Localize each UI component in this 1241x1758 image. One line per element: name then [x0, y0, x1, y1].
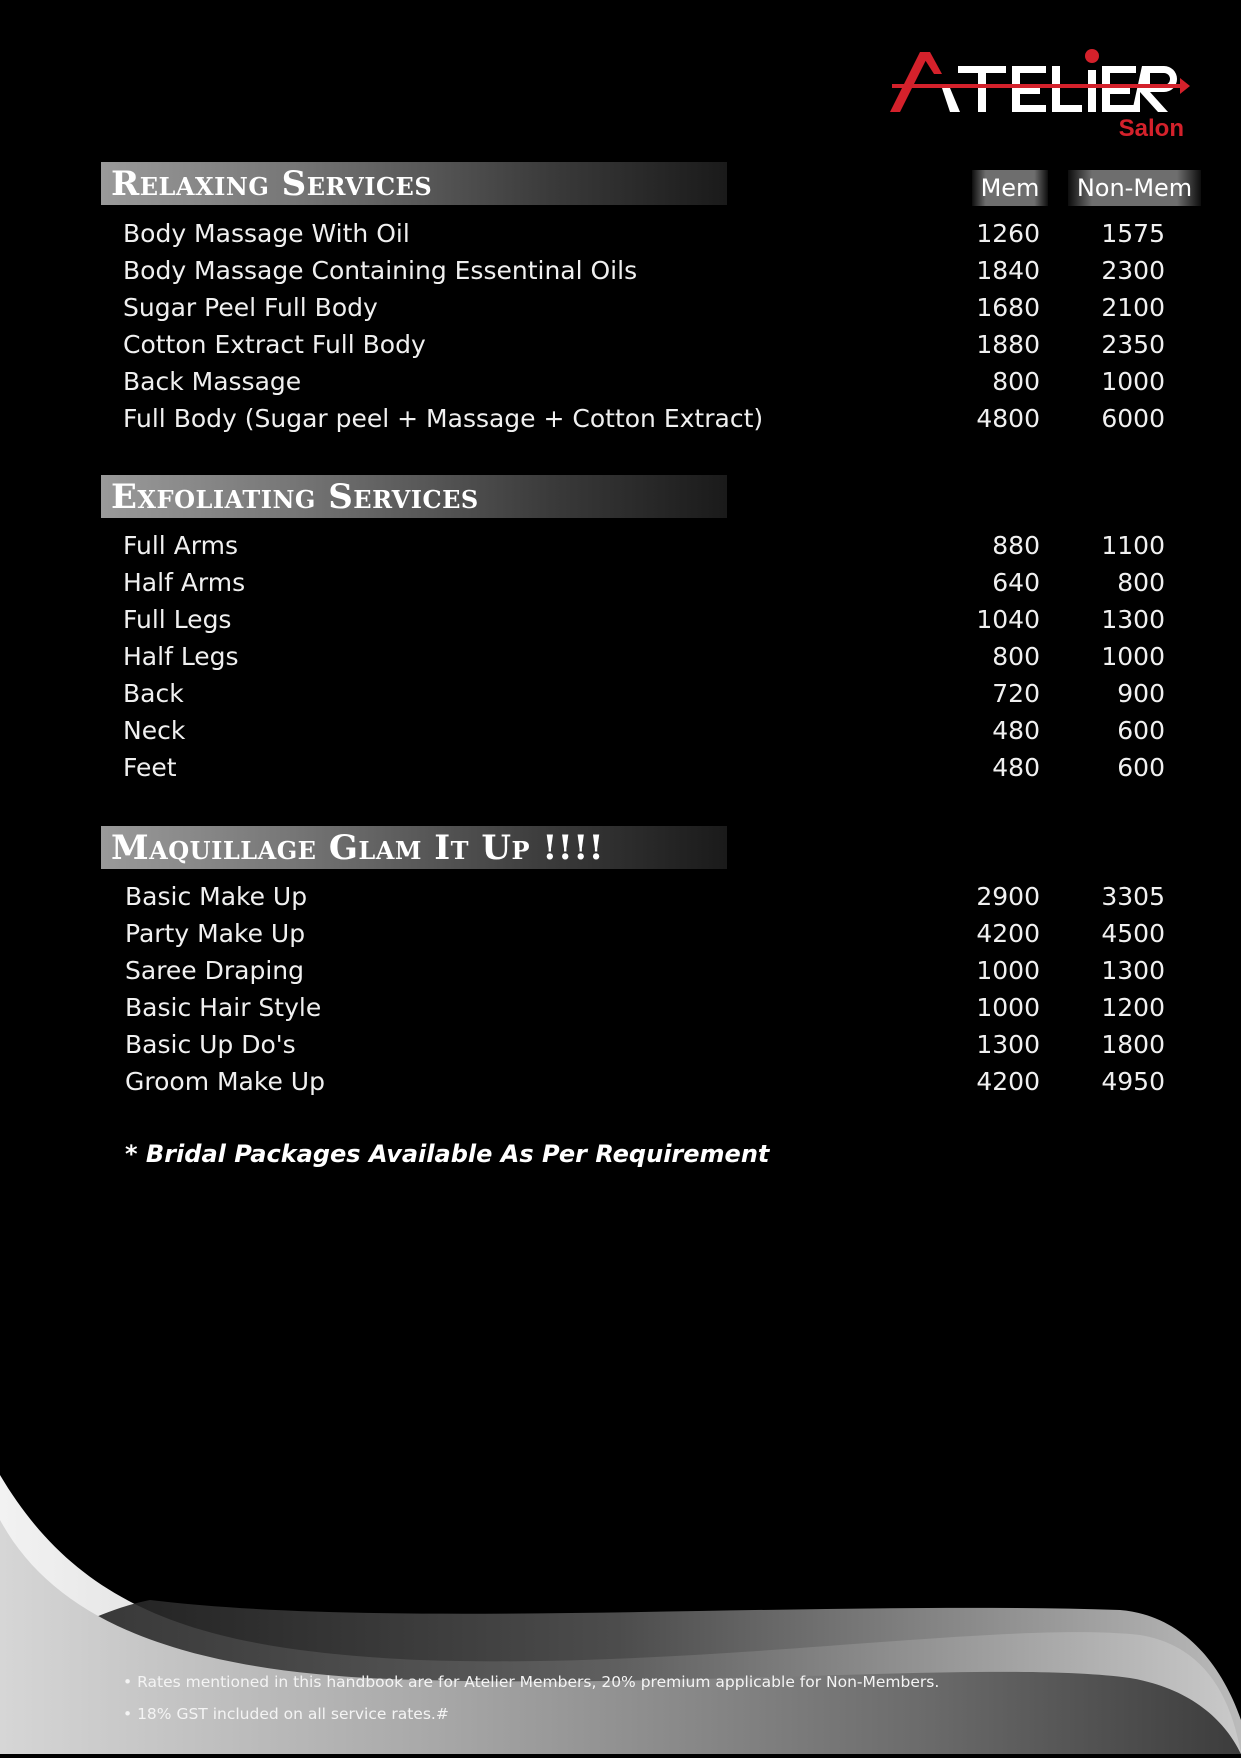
service-row: [0, 712, 1241, 749]
service-row: [0, 564, 1241, 601]
price-mem: 4200: [976, 919, 1040, 948]
service-row: [0, 1063, 1241, 1100]
price-non-mem: 2100: [1101, 293, 1165, 322]
price-non-mem: 1300: [1101, 956, 1165, 985]
price-mem: 1680: [976, 293, 1040, 322]
service-name: Body Massage With Oil: [123, 219, 410, 248]
logo-salon-text: Salon: [1118, 115, 1184, 142]
service-name: Body Massage Containing Essentinal Oils: [123, 256, 638, 285]
price-mem: 4800: [976, 404, 1040, 433]
price-mem: 1880: [976, 330, 1040, 359]
service-row: [0, 675, 1241, 712]
price-mem: 480: [992, 716, 1040, 745]
price-non-mem: 1200: [1101, 993, 1165, 1022]
price-non-mem: 800: [1117, 568, 1165, 597]
service-name: Basic Hair Style: [125, 993, 322, 1022]
price-mem: 4200: [976, 1067, 1040, 1096]
price-mem: 800: [992, 642, 1040, 671]
price-non-mem: 2300: [1101, 256, 1165, 285]
price-mem: 480: [992, 753, 1040, 782]
section-title: Relaxing Services: [111, 164, 433, 204]
price-non-mem: 1100: [1101, 531, 1165, 560]
service-row: [0, 878, 1241, 915]
price-non-mem: 1300: [1101, 605, 1165, 634]
service-name: Full Legs: [123, 605, 232, 634]
price-non-mem: 4500: [1101, 919, 1165, 948]
section-header-maquillage: [101, 826, 727, 869]
service-name: Full Body (Sugar peel + Massage + Cotton Extract): [123, 404, 764, 433]
service-name: Cotton Extract Full Body: [123, 330, 426, 359]
service-name: Full Arms: [123, 531, 239, 560]
price-mem: 1000: [976, 956, 1040, 985]
service-name: Sugar Peel Full Body: [123, 293, 378, 322]
price-non-mem: 600: [1117, 716, 1165, 745]
service-row: [0, 363, 1241, 400]
price-non-mem: 2350: [1101, 330, 1165, 359]
price-non-mem: 600: [1117, 753, 1165, 782]
service-name: Feet: [123, 753, 177, 782]
service-row: [0, 601, 1241, 638]
price-mem: 1840: [976, 256, 1040, 285]
service-name: Basic Up Do's: [125, 1030, 296, 1059]
service-row: [0, 915, 1241, 952]
price-non-mem: 4950: [1101, 1067, 1165, 1096]
service-name: Party Make Up: [125, 919, 306, 948]
service-row: [0, 400, 1241, 437]
service-name: Groom Make Up: [125, 1067, 325, 1096]
service-row: [0, 215, 1241, 252]
price-non-mem: 3305: [1101, 882, 1165, 911]
service-row: [0, 749, 1241, 786]
price-mem: 1300: [976, 1030, 1040, 1059]
service-name: Half Arms: [123, 568, 246, 597]
service-row: [0, 326, 1241, 363]
column-header-mem: Mem: [972, 170, 1048, 206]
service-name: Neck: [123, 716, 186, 745]
price-mem: 1040: [976, 605, 1040, 634]
price-mem: 1000: [976, 993, 1040, 1022]
price-mem: 1260: [976, 219, 1040, 248]
section-title: Maquillage Glam It Up !!!!: [111, 828, 605, 868]
price-non-mem: 1000: [1101, 367, 1165, 396]
price-mem: 880: [992, 531, 1040, 560]
footnote-members: • Rates mentioned in this handbook are for Atelier Members, 20% premium applicable for Non-Members.: [123, 1673, 940, 1691]
service-name: Back: [123, 679, 184, 708]
service-row: [0, 638, 1241, 675]
price-mem: 800: [992, 367, 1040, 396]
price-mem: 2900: [976, 882, 1040, 911]
service-row: [0, 1026, 1241, 1063]
column-header-non-mem: Non-Mem: [1068, 170, 1201, 206]
atelier-logo: [884, 44, 1194, 144]
price-non-mem: 1575: [1101, 219, 1165, 248]
footnote-gst: • 18% GST included on all service rates.#: [123, 1705, 449, 1723]
service-row: [0, 252, 1241, 289]
service-row: [0, 952, 1241, 989]
service-row: [0, 289, 1241, 326]
service-row: [0, 527, 1241, 564]
bridal-note: * Bridal Packages Available As Per Requirement: [125, 1140, 770, 1168]
price-non-mem: 1800: [1101, 1030, 1165, 1059]
section-header-relaxing: [101, 162, 727, 205]
price-mem: 640: [992, 568, 1040, 597]
service-row: [0, 989, 1241, 1026]
price-non-mem: 1000: [1101, 642, 1165, 671]
price-non-mem: 900: [1117, 679, 1165, 708]
service-name: Half Legs: [123, 642, 239, 671]
price-mem: 720: [992, 679, 1040, 708]
section-title: Exfoliating Services: [111, 477, 479, 517]
section-header-exfoliating: [101, 475, 727, 518]
service-name: Saree Draping: [125, 956, 305, 985]
service-name: Basic Make Up: [125, 882, 308, 911]
price-non-mem: 6000: [1101, 404, 1165, 433]
service-name: Back Massage: [123, 367, 302, 396]
